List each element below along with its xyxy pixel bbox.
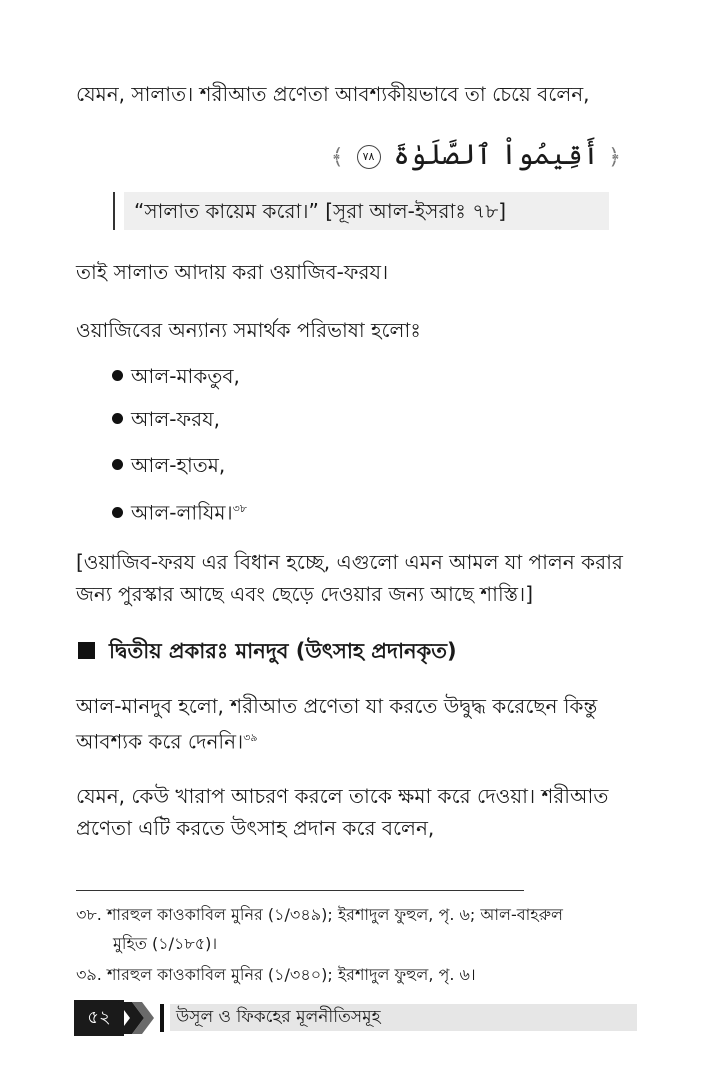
paragraph-ruling (76, 546, 644, 610)
translation-quote: “সালাত কায়েম করো।” [সূরা আল-ইসরাঃ ৭৮] (124, 192, 609, 230)
quran-ayah (331, 138, 621, 171)
paragraph-line: প্রণেতা এটি করতে উৎসাহ প্রদান করে বলেন, (76, 816, 435, 840)
list-item (112, 361, 240, 391)
bullet-icon (112, 413, 123, 424)
footer-bar (160, 1004, 164, 1032)
page-number: ৫২ (74, 1000, 124, 1036)
section-heading (78, 636, 457, 666)
list-item (112, 494, 247, 528)
section-heading-text: দ্বিতীয় প্রকারঃ মানদুব (উৎসাহ প্রদানকৃত) (109, 639, 457, 663)
footnote-divider (76, 890, 524, 891)
list-item-text: আল-লাযিম। (131, 500, 233, 525)
ayah-open-ornament: ﴿ (608, 145, 621, 170)
ayah-number-badge: ٧٨ (357, 145, 381, 169)
paragraph-line: আবশ্যক করে দেননি।$^{৩৯}$ (76, 729, 258, 754)
bullet-icon (112, 370, 123, 381)
paragraph-example (76, 780, 644, 844)
paragraph-intro: যেমন, সালাত। শরীআত প্রণেতা আবশ্যকীয়ভাবে তা চেয়ে বলেন, (76, 82, 590, 106)
ayah-text: أَقِيمُواْ ٱلصَّلَوٰةَ (393, 138, 600, 171)
footnote-ref: ৩৮ (232, 502, 247, 515)
paragraph-mandub-definition (76, 690, 644, 758)
paragraph-synonyms-intro: ওয়াজিবের অন্যান্য সমার্থক পরিভাষা হলোঃ (76, 318, 421, 342)
footnote-line: মুহিত (১/১৮৫)। (113, 934, 218, 953)
paragraph-line: [ওয়াজিব-ফরয এর বিধান হচ্ছে, এগুলো এমন আমল যা পালন করার (76, 550, 623, 574)
footnote-ref: ৩৯ (243, 731, 258, 744)
list-item-text: আল-মাকতুব, (131, 364, 240, 388)
list-item-text: আল-হাতম, (131, 453, 226, 477)
list-item-text: আল-ফরয, (131, 407, 220, 431)
footnote-38 (76, 900, 646, 958)
square-bullet-icon (78, 642, 95, 659)
footnote-39: ৩৯. শারহুল কাওকাবিল মুনির (১/৩৪০); ইরশাদুল ফুহুল, পৃ. ৬। (76, 965, 476, 984)
paragraph-conclusion: তাই সালাত আদায় করা ওয়াজিব-ফরয। (76, 260, 389, 284)
paragraph-line: জন্য পুরস্কার আছে এবং ছেড়ে দেওয়ার জন্য আছে শাস্তি।] (76, 582, 533, 606)
paragraph-line: আল-মানদুব হলো, শরীআত প্রণেতা যা করতে উদ্বুদ্ধ করেছেন কিন্তু (76, 694, 598, 718)
footnote-line: ৩৮. শারহুল কাওকাবিল মুনির (১/৩৪৯); ইরশাদুল ফুহুল, পৃ. ৬; আল-বাহরুল (76, 905, 563, 924)
quote-bar (113, 192, 115, 230)
book-title: উসূল ও ফিকহের মূলনীতিসমূহ (170, 1004, 637, 1031)
paragraph-line: যেমন, কেউ খারাপ আচরণ করলে তাকে ক্ষমা করে দেওয়া। শরীআত (76, 784, 609, 808)
bullet-icon (112, 507, 123, 518)
ayah-close-ornament: ﴾ (330, 145, 344, 170)
list-item (112, 450, 225, 480)
chevron-right-icon (118, 998, 158, 1038)
list-item (112, 404, 220, 434)
bullet-icon (112, 459, 123, 470)
